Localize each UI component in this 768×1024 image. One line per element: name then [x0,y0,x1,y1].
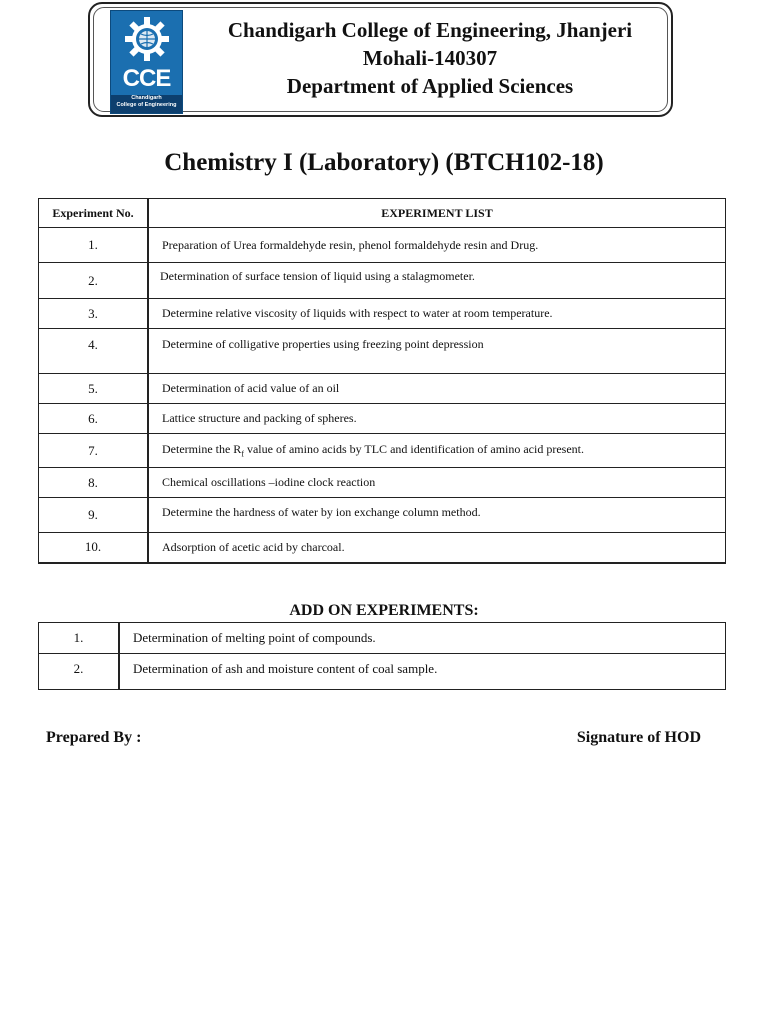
addon-experiment-number: 1. [39,623,120,654]
column-header-experiment-list: EXPERIMENT LIST [148,199,726,228]
experiment-number: 7. [39,434,149,468]
logo-subtext [111,95,182,114]
page-title: Chemistry I (Laboratory) (BTCH102-18) [164,149,604,176]
table-row [39,468,726,498]
experiment-number: 8. [39,468,149,498]
experiment-description: Lattice structure and packing of spheres. [148,404,726,434]
header-banner [88,2,673,117]
table-row [39,329,726,374]
experiment-description-prefix: Determine the R [162,442,242,457]
experiment-number: 10. [39,533,149,563]
experiment-description: Determination of surface tension of liquid using a stalagmometer. [148,263,726,299]
experiment-number: 2. [39,263,149,299]
experiment-description: Determine the hardness of water by ion exchange column method. [148,498,726,533]
experiment-number: 1. [39,228,149,263]
department-name: Department of Applied Sciences [286,74,574,98]
experiment-number: 9. [39,498,149,533]
logo-cce-text: CCE [122,65,171,92]
addon-experiment-description: Determination of ash and moisture content of coal sample. [119,654,726,690]
addon-heading: ADD ON EXPERIMENTS: [289,602,479,619]
experiment-number: 4. [39,329,149,374]
addon-experiment-number: 2. [39,654,120,690]
experiment-description: Determine of colligative properties using freezing point depression [148,329,726,374]
college-address: Mohali-140307 [362,46,498,70]
hod-signature-label: Signature of HOD [576,729,701,746]
logo-subtext-line2: College of Engineering [116,102,177,108]
experiment-description: Adsorption of acetic acid by charcoal. [148,533,726,563]
experiment-table [38,198,726,564]
table-row [39,263,726,299]
experiment-description: Chemical oscillations –iodine clock reaction [148,468,726,498]
table-row [39,533,726,563]
prepared-by-label: Prepared By : [46,729,142,746]
addon-experiment-description: Determination of melting point of compounds. [119,623,726,654]
table-row [39,498,726,533]
table-row [39,654,726,690]
table-row [39,374,726,404]
experiment-description-suffix: value of amino acids by TLC and identification of amino acid present. [243,442,584,457]
logo-subtext-line1: Chandigarh [131,95,162,101]
experiment-number: 3. [39,299,149,329]
college-logo [110,10,183,114]
table-row [39,623,726,654]
table-row [39,434,726,468]
table-row [39,228,726,263]
experiment-description [148,434,726,468]
rf-subscript: f [241,449,244,459]
table-row [39,299,726,329]
experiment-description: Preparation of Urea formaldehyde resin, phenol formaldehyde resin and Drug. [148,228,726,263]
table-row [39,404,726,434]
experiment-number: 6. [39,404,149,434]
experiment-description: Determination of acid value of an oil [148,374,726,404]
addon-table [38,622,726,690]
college-name: Chandigarh College of Engineering, Jhanjeri [227,18,633,42]
experiment-number: 5. [39,374,149,404]
column-header-experiment-no: Experiment No. [39,199,149,228]
experiment-description: Determine relative viscosity of liquids with respect to water at room temperature. [148,299,726,329]
header-text [190,16,670,100]
table-header-row [39,199,726,228]
